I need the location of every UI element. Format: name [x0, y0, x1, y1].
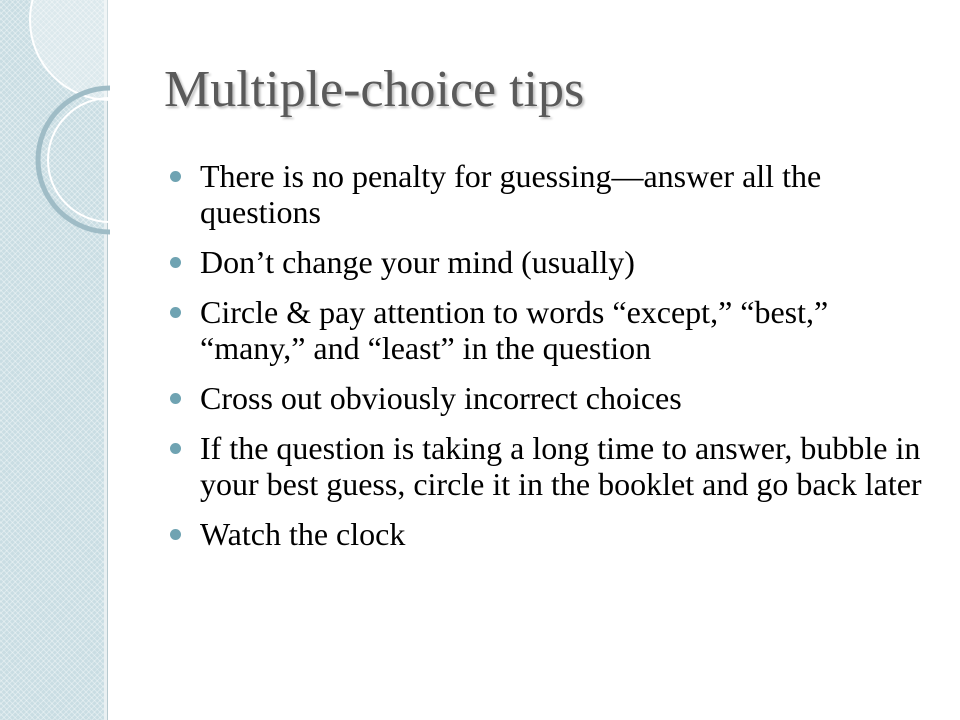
bullet-text: If the question is taking a long time to answer, bubble in your best guess, circle it in the booklet and go back later [200, 430, 922, 502]
bullet-item [164, 380, 934, 416]
bullet-item [164, 294, 934, 366]
bullet-item [164, 516, 934, 552]
bullet-text: Watch the clock [200, 516, 406, 552]
bullet-dot-icon [170, 171, 181, 182]
bullet-item [164, 244, 934, 280]
bullet-text: There is no penalty for guessing—answer all the questions [200, 158, 822, 230]
bullet-dot-icon [170, 257, 181, 268]
bullet-item [164, 158, 934, 230]
decorative-rings [0, 0, 110, 260]
bullet-list [164, 158, 934, 566]
decorative-ring-top [30, 0, 110, 100]
bullet-text: Don’t change your mind (usually) [200, 244, 635, 280]
bullet-text: Circle & pay attention to words “except,” “best,” “many,” and “least” in the question [200, 294, 829, 366]
bullet-dot-icon [170, 443, 181, 454]
bullet-dot-icon [170, 529, 181, 540]
bullet-dot-icon [170, 393, 181, 404]
bullet-text: Cross out obviously incorrect choices [200, 380, 682, 416]
bullet-dot-icon [170, 307, 181, 318]
decorative-ring-inner [48, 98, 110, 222]
slide-title: Multiple-choice tips [164, 61, 585, 118]
bullet-item [164, 430, 934, 502]
